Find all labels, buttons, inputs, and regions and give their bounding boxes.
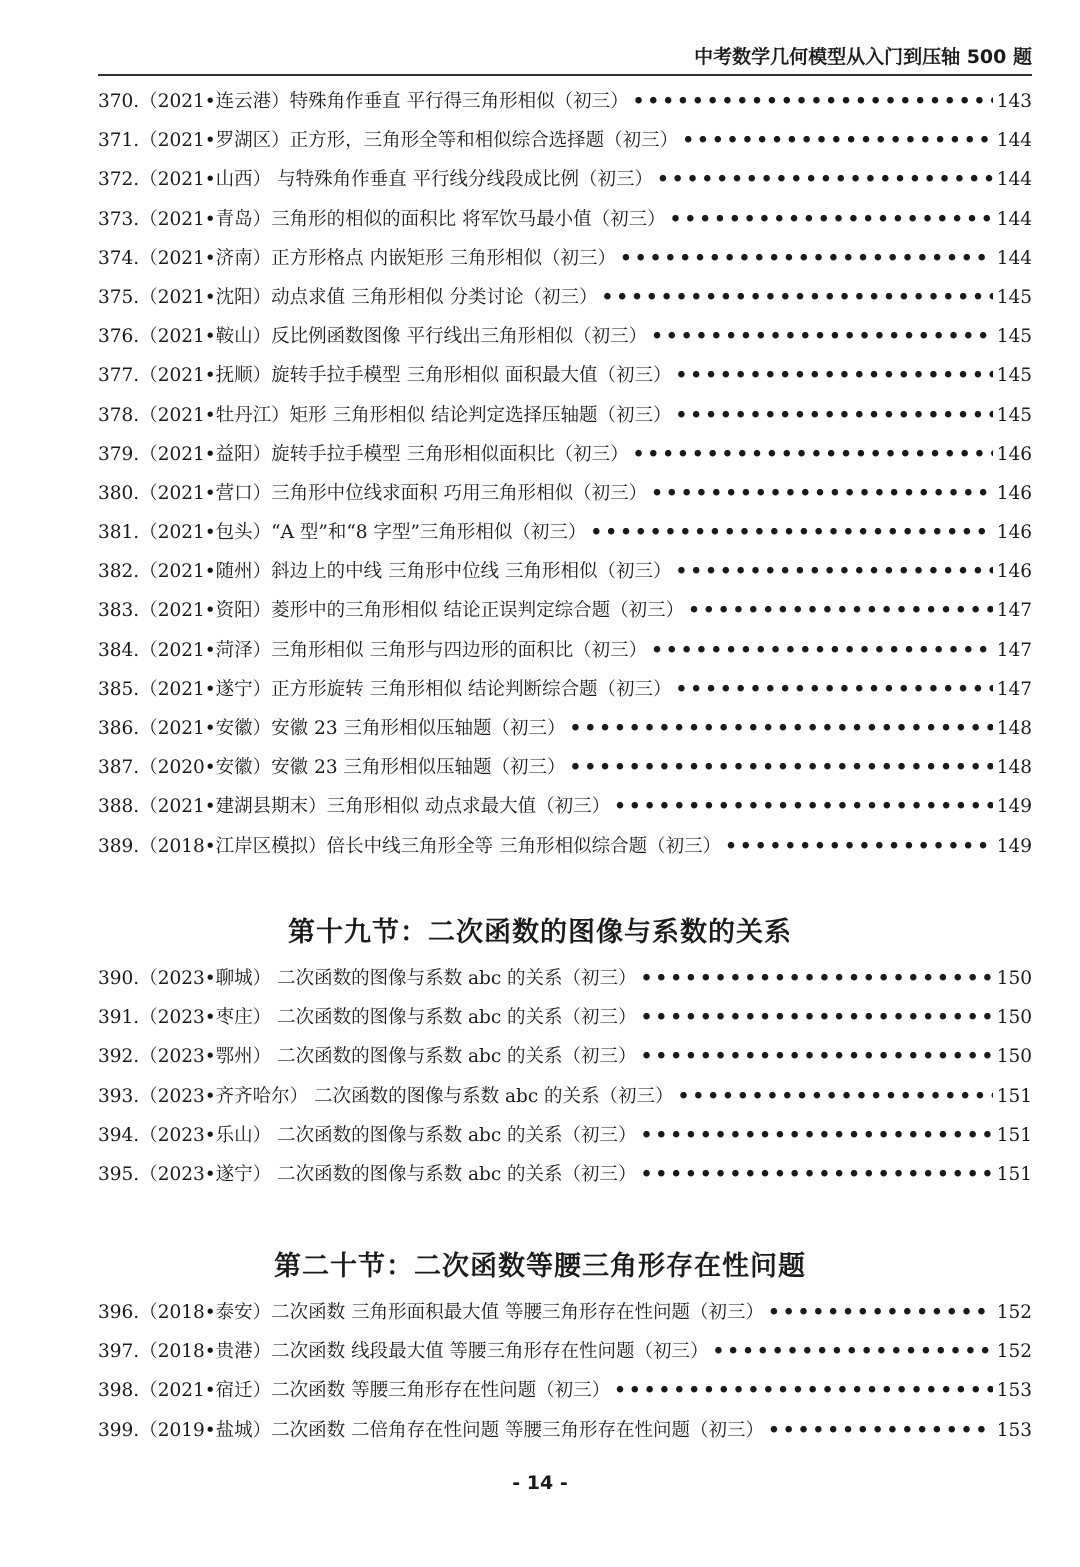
toc-entry[interactable] [98,827,1032,866]
dot-leader [641,1037,993,1076]
toc-entry[interactable] [98,1077,1032,1116]
toc-entry[interactable] [98,1293,1032,1332]
toc-entry-text: 381.（2021•包头）“A 型”和“8 字型”三角形相似（初三） [98,522,587,544]
toc-entry[interactable] [98,670,1032,709]
dot-leader [633,82,993,121]
section-19-title: 第十九节：二次函数的图像与系数的关系 [288,917,792,948]
toc-entry-text: 398.（2021•宿迁）二次函数 等腰三角形存在性问题（初三） [98,1380,611,1402]
dot-leader [614,1371,993,1410]
toc-entry-text: 389.（2018•江岸区模拟）倍长中线三角形全等 三角形相似综合题（初三） [98,835,722,857]
dot-leader [682,121,993,160]
dot-leader [641,1155,993,1194]
dot-leader [614,787,993,826]
toc-entry[interactable] [98,278,1032,317]
toc-entry-page: 151 [996,1163,1032,1185]
dot-leader [620,239,993,278]
toc-entry[interactable] [98,356,1032,395]
toc-entry-text: 373.（2021•青岛）三角形的相似的面积比 将军饮马最小值（初三） [98,208,666,230]
dot-leader [678,1077,993,1116]
page-number: - 14 - [512,1472,568,1494]
toc-entry-page: 145 [996,286,1032,308]
toc-entry-text: 370.（2021•连云港）特殊角作垂直 平行得三角形相似（初三） [98,91,629,112]
toc-entry[interactable] [98,631,1032,670]
dot-leader [675,396,992,435]
toc-entry-text: 382.（2021•随州）斜边上的中线 三角形中位线 三角形相似（初三） [98,561,672,583]
toc-entry-text: 375.（2021•沈阳）动点求值 三角形相似 分类讨论（初三） [98,286,598,308]
toc-entry-text: 378.（2021•牡丹江）矩形 三角形相似 结论判定选择压轴题（初三） [98,404,672,426]
toc-entry-page: 151 [996,1085,1032,1107]
toc-entry[interactable] [98,82,1032,121]
toc-entry[interactable] [98,1371,1032,1410]
dot-leader [725,827,993,866]
toc-entry-page: 150 [996,1046,1032,1068]
dot-leader [633,435,993,474]
toc-entry-page: 153 [996,1380,1032,1402]
toc-entry-page: 149 [996,835,1032,857]
toc-entry[interactable] [98,959,1032,998]
toc-entry-page: 144 [996,208,1032,230]
toc-entry-text: 396.（2018•泰安）二次函数 三角形面积最大值 等腰三角形存在性问题（初三） [98,1302,764,1323]
toc-entry-text: 388.（2021•建湖县期末）三角形相似 动点求最大值（初三） [98,796,611,818]
toc-entry[interactable] [98,200,1032,239]
running-header [98,40,1032,76]
toc-entry[interactable] [98,160,1032,199]
toc-entry-text: 397.（2018•贵港）二次函数 线段最大值 等腰三角形存在性问题（初三） [98,1341,709,1363]
toc-entry-page: 143 [996,91,1032,112]
toc-list-section20 [98,1293,1032,1450]
toc-entry-page: 153 [996,1419,1032,1441]
dot-leader [641,959,993,998]
toc-entry-page: 144 [996,169,1032,191]
dot-leader [768,1411,993,1450]
toc-entry-text: 392.（2023•鄂州） 二次函数的图像与系数 abc 的关系（初三） [98,1046,637,1068]
toc-entry[interactable] [98,396,1032,435]
toc-entry-text: 386.（2021•安徽）安徽 23 三角形相似压轴题（初三） [98,718,566,739]
toc-entry[interactable] [98,787,1032,826]
toc-entry-page: 146 [996,443,1032,465]
toc-entry[interactable] [98,1116,1032,1155]
toc-entry[interactable] [98,748,1032,787]
toc-entry-text: 393.（2023•齐齐哈尔） 二次函数的图像与系数 abc 的关系（初三） [98,1085,674,1107]
toc-entry-text: 377.（2021•抚顺）旋转手拉手模型 三角形相似 面积最大值（初三） [98,365,672,387]
toc-entry-page: 146 [996,522,1032,544]
dot-leader [768,1293,993,1332]
toc-entry-page: 146 [996,482,1032,504]
toc-list-group1 [98,82,1032,866]
dot-leader [590,513,992,552]
dot-leader [570,748,993,787]
toc-entry-page: 148 [996,718,1032,739]
toc-entry-page: 148 [996,757,1032,779]
toc-entry[interactable] [98,1037,1032,1076]
toc-entry-text: 380.（2021•营口）三角形中位线求面积 巧用三角形相似（初三） [98,482,648,504]
toc-entry-page: 145 [996,404,1032,426]
toc-entry[interactable] [98,317,1032,356]
toc-entry-page: 144 [996,247,1032,269]
toc-entry-page: 145 [996,365,1032,387]
toc-entry[interactable] [98,709,1032,748]
toc-entry-page: 151 [996,1124,1032,1146]
toc-entry[interactable] [98,591,1032,630]
toc-entry-page: 152 [996,1341,1032,1363]
toc-entry-text: 385.（2021•遂宁）正方形旋转 三角形相似 结论判断综合题（初三） [98,678,672,700]
dot-leader [651,474,993,513]
toc-list-section19 [98,959,1032,1194]
toc-entry-page: 147 [996,600,1032,622]
toc-entry-text: 379.（2021•益阳）旋转手拉手模型 三角形相似面积比（初三） [98,443,629,465]
toc-entry-page: 144 [996,130,1032,152]
dot-leader [601,278,992,317]
toc-entry-text: 371.（2021•罗湖区）正方形，三角形全等和相似综合选择题（初三） [98,130,679,152]
toc-entry-page: 152 [996,1302,1032,1323]
dot-leader [675,670,992,709]
toc-entry[interactable] [98,1155,1032,1194]
toc-entry-text: 383.（2021•资阳）菱形中的三角形相似 结论正误判定综合题（初三） [98,600,685,622]
toc-entry[interactable] [98,239,1032,278]
toc-entry-text: 394.（2023•乐山） 二次函数的图像与系数 abc 的关系（初三） [98,1124,637,1146]
toc-entry[interactable] [98,1411,1032,1450]
dot-leader [641,998,993,1037]
dot-leader [670,200,993,239]
dot-leader [657,160,993,199]
toc-entry[interactable] [98,474,1032,513]
toc-entry-page: 145 [996,326,1032,348]
dot-leader [651,631,993,670]
toc-entry-page: 147 [996,678,1032,700]
dot-leader [641,1116,993,1155]
toc-entry-page: 149 [996,796,1032,818]
dot-leader [675,552,992,591]
toc-entry[interactable] [98,513,1032,552]
toc-entry[interactable] [98,1332,1032,1371]
dot-leader [651,317,993,356]
toc-entry[interactable] [98,121,1032,160]
toc-entry[interactable] [98,998,1032,1037]
toc-entry-text: 376.（2021•鞍山）反比例函数图像 平行线出三角形相似（初三） [98,326,648,348]
toc-entry-text: 391.（2023•枣庄） 二次函数的图像与系数 abc 的关系（初三） [98,1007,637,1029]
toc-entry-text: 372.（2021•山西） 与特殊角作垂直 平行线分线段成比例（初三） [98,169,653,191]
dot-leader [712,1332,992,1371]
toc-entry-page: 150 [996,1007,1032,1029]
toc-entry-text: 387.（2020•安徽）安徽 23 三角形相似压轴题（初三） [98,757,566,779]
book-title: 中考数学几何模型从入门到压轴 500 题 [694,46,1032,68]
toc-entry[interactable] [98,435,1032,474]
toc-entry-text: 384.（2021•菏泽）三角形相似 三角形与四边形的面积比（初三） [98,639,648,661]
toc-entry-text: 374.（2021•济南）正方形格点 内嵌矩形 三角形相似（初三） [98,247,616,269]
toc-entry-text: 390.（2023•聊城） 二次函数的图像与系数 abc 的关系（初三） [98,968,637,989]
toc-entry-page: 147 [996,639,1032,661]
toc-entry-page: 146 [996,561,1032,583]
section-20-title: 第二十节：二次函数等腰三角形存在性问题 [274,1251,806,1282]
dot-leader [688,591,993,630]
toc-entry-text: 395.（2023•遂宁） 二次函数的图像与系数 abc 的关系（初三） [98,1163,637,1185]
toc-entry-page: 150 [996,968,1032,989]
dot-leader [675,356,992,395]
toc-entry[interactable] [98,552,1032,591]
toc-entry-text: 399.（2019•盐城）二次函数 二倍角存在性问题 等腰三角形存在性问题（初三） [98,1419,764,1441]
dot-leader [570,709,993,748]
